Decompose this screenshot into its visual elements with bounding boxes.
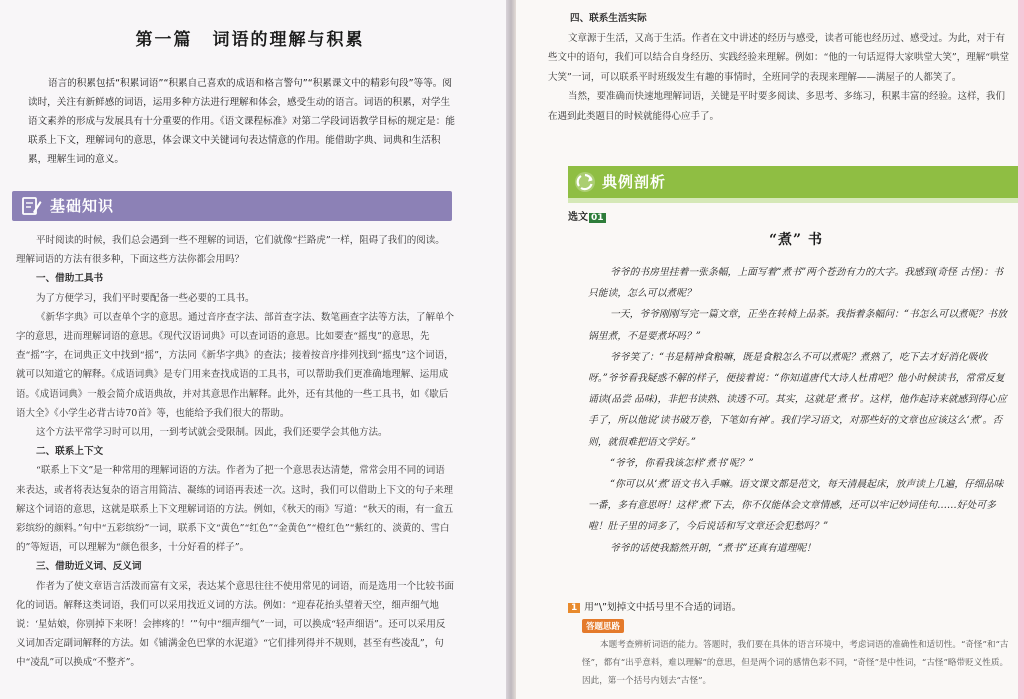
article-body (588, 262, 1008, 559)
question-text: 用“\”划掉文中括号里不合适的词语。 (584, 602, 742, 613)
paragraph: 为了方便学习，我们平时要配备一些必要的工具书。 (36, 292, 255, 304)
banner-divider (568, 198, 1024, 203)
notebook-pencil-icon (20, 195, 42, 217)
answer-hint-tag: 答题思路 (582, 619, 624, 633)
selection-label (568, 208, 606, 223)
method-heading: 二、联系上下文 (36, 446, 104, 458)
section-banner-label: 基础知识 (50, 197, 115, 215)
article-paragraph: 爷爷笑了：“书是精神食粮嘛，既是食粮怎么不可以煮呢？煮熟了，吃下去才好消化吸收呀。”爷爷看我疑惑不解的样子，便接着说：“你知道唐代大诗人杜甫吧？他小时候读书，常常反复诵读(品尝 品味)，非把书读熟、读透不可。其实，这就是‘煮书’。这样，他作起诗来就感到得心应手了，所以他说‘读书破万卷，下笔如有神’。我们学习语文，对那些好的文章也应该这么‘煮’。否则，就很难把语文学好。” (588, 351, 1007, 448)
selection-text: 选文 (568, 212, 588, 223)
article-paragraph: “你可以从‘煮’语文书入手嘛。语文课文都是范文，每天清晨起床，放声读上几遍，仔细品味一番，多有意思呀！这样‘煮’下去，你不仅能体会文章情感，还可以牢记妙词佳句……好处可多啦！肚子里的词多了，今后说话和写文章还会犯愁吗？” (588, 479, 1004, 533)
right-page (516, 0, 1024, 699)
paragraph: 文章源于生活，又高于生活。作者在文中讲述的经历与感受，读者可能也经历过、感受过。为此，对于有些文中的语句，我们可以结合自身经历、实践经验来理解。例如：“他的一句话逗得大家哄堂大笑”，理解“哄堂大笑”一词，可以联系平时班级发生有趣的事情时，全班同学的表现来理解——满屋子的人都笑了。 (548, 32, 1010, 83)
article-paragraph: 爷爷的书房里挂着一张条幅，上面写着“煮书”两个苍劲有力的大字。我感到(奇怪 古怪)：书只能读，怎么可以煮呢？ (588, 267, 1004, 300)
article-paragraph: 爷爷的话使我豁然开朗，“煮书”还真有道理呢！ (610, 542, 816, 554)
chapter-title: 第一篇 词语的理解与积累 (135, 30, 365, 50)
book-gutter (506, 0, 516, 699)
page-edge-strip (1018, 0, 1024, 699)
left-body-text (16, 231, 454, 673)
section-banner-basics (12, 191, 452, 221)
chapter-intro: 语言的积累包括“积累词语”“积累自己喜欢的成语和格言警句”“积累课文中的精彩句段”等等。阅读时，关注有新鲜感的词语，运用多种方法进行理解和体会，感受生动的语言。词语的积累，对学生语文素养的形成与发展具有十分重要的作用。《语文课程标准》对第二学段词语教学目标的规定是：能联系上下文，理解词句的意思，体会课文中关键词句表达情意的作用。能借助字典、词典和生活积累，理解生词的意义。 (28, 78, 455, 165)
answer-hint-text: 本题考查辨析词语的能力。答题时，我们要在具体的语言环境中，考虑词语的准确性和适切性。“奇怪”和“古怪”，都有“出乎意料，难以理解”的意思，但是两个词的感情色彩不同，“奇怪”是中性词，“古怪”略带贬义性质。因此，第一个括号内划去“古怪”。 (582, 640, 1009, 686)
paragraph: 平时阅读的时候，我们总会遇到一些不理解的词语，它们就像“拦路虎”一样，阻碍了我们的阅读。理解词语的方法有很多种，下面这些方法你都会用吗？ (16, 235, 445, 266)
question-number-badge: 1 (568, 603, 580, 613)
paragraph: 这个方法平常学习时可以用，一到考试就会受限制。因此，我们还要学会其他方法。 (36, 427, 388, 439)
recycle-arrows-icon (574, 171, 596, 193)
paragraph: 当然，要准确而快速地理解词语，关键是平时要多阅读、多思考、多练习，积累丰富的经验。这样，我们在遇到此类题目的时候就能得心应手了。 (548, 91, 1006, 122)
selection-number-badge: 01 (591, 213, 604, 223)
paragraph: 《新华字典》可以查单个字的意思。通过音序查字法、部首查字法、数笔画查字法等方法，了解单个字的意思，进而理解词语的意思。《现代汉语词典》可以查词语的意思。比如要查“摇曳”的意思，先查“摇”字，在词典正文中找到“摇”，方法同《新华字典》的查法；接着按音序排列找到“摇曳”这个词语，就可以知道它的解释。《成语词典》是专门用来查找成语的工具书，可以帮助我们更准确地理解、运用成语。《成语词典》一般会简介成语典故，并对其意思作出解释。此外，还有其他的一些工具书，如《歇后语大全》《小学生必背古诗70首》等，也能给予我们很大的帮助。 (16, 311, 455, 419)
article-paragraph: 一天，爷爷刚刚写完一篇文章，正坐在转椅上品茶。我指着条幅问：“书怎么可以煮呢？书放锅里煮，不是要煮坏吗？” (588, 309, 1007, 342)
paragraph: 作者为了使文章语言活泼而富有文采，表达某个意思往往不使用常见的词语，而是选用一个比较书面化的词语。解释这类词语，我们可以采用找近义词的方法。例如：“迎春花抬头望着天空，细声细气地说：‘星姑娘，你别掉下来呀！会摔疼的！’”句中“细声细气”一词，可以换成“轻声细语”。还可以采用反义词加否定副词解释的方法。如《铺满金色巴掌的水泥道》“它们排列得并不规则，甚至有些凌乱”，句中“凌乱”可以换成“不整齐”。 (16, 580, 455, 669)
section-banner-label: 典例剖析 (602, 173, 667, 191)
section-heading-life: 四、联系生活实际 (570, 13, 647, 24)
article-paragraph: “爷爷，你看我该怎样‘煮书’呢？” (610, 457, 754, 469)
right-top-section (548, 9, 1010, 127)
section-banner-examples (568, 166, 1024, 198)
article-title: “煮” 书 (769, 232, 823, 248)
method-heading: 三、借助近义词、反义词 (36, 561, 142, 573)
method-heading: 一、借助工具书 (36, 273, 104, 285)
paragraph: “联系上下文”是一种常用的理解词语的方法。作者为了把一个意思表达清楚，常常会用不同的词语来表达，或者将表达复杂的语言用简洁、凝练的词语再表述一次。这时，我们可以借助上下文的句子来理解这个词语的意思，这就是联系上下文理解词语的方法。例如，《秋天的雨》写道：“秋天的雨，有一盒五彩缤纷的颜料。”句中“五彩缤纷”一词，联系下文“黄色”“红色”“金黄色”“橙红色”“紫红的、淡黄的、雪白的”等短语，可以理解为“颜色很多，十分好看的样子”。 (16, 465, 454, 554)
question-1 (568, 599, 741, 613)
left-page (0, 0, 506, 699)
